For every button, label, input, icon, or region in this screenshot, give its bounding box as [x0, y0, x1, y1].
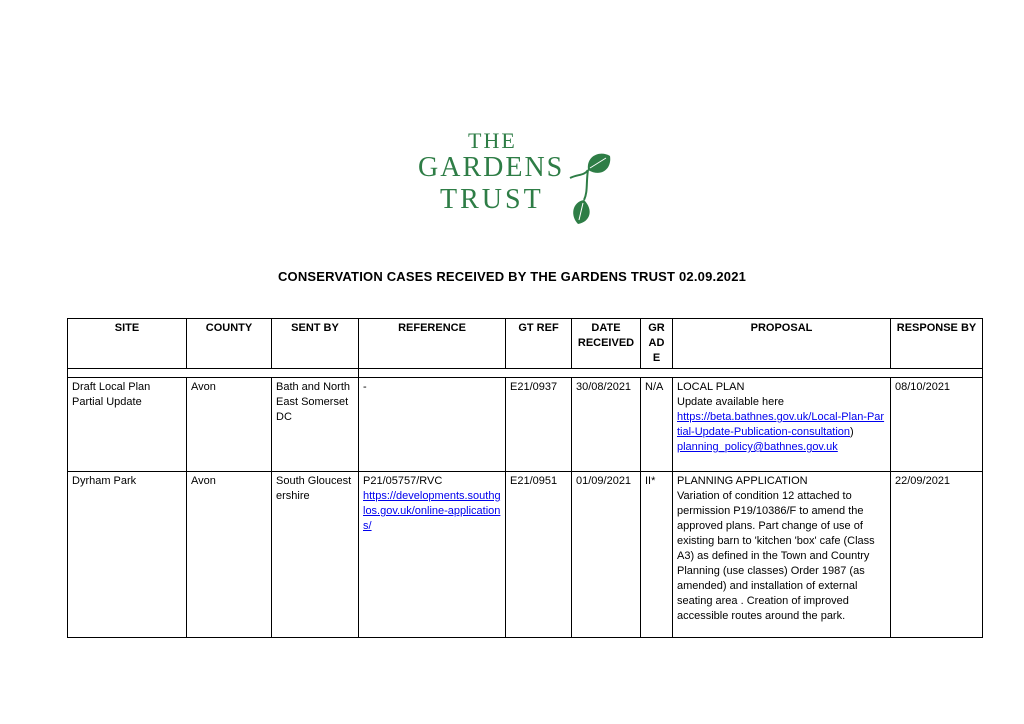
proposal-link[interactable]: https://beta.bathnes.gov.uk/Local-Plan-Partial-Update-Publication-consultation: [677, 411, 885, 438]
proposal-text: Variation of condition 12 attached to permission P19/10386/F to amend the approved plans. Part change of use of existing barn to 'kitchen 'box' cafe (Class A3) as defined in the Town and Country Planning (use classes) Order 1987 (as amended) and installation of external seating area . Creation of improved accessible routes around the park.: [677, 490, 875, 622]
cell-proposal: [673, 378, 891, 472]
cell-grade: II*: [641, 472, 673, 638]
table-row: [68, 472, 983, 638]
cell-proposal: [673, 472, 891, 638]
table-row: [68, 378, 983, 472]
reference-text: P21/05757/RVC: [363, 475, 443, 487]
cell-sent-by: Bath and North East Somerset DC: [272, 378, 359, 472]
cell-date-received: 01/09/2021: [572, 472, 641, 638]
cell-county: Avon: [187, 378, 272, 472]
reference-text: -: [363, 381, 367, 393]
col-response-by: RESPONSE BY: [891, 319, 983, 369]
proposal-title: PLANNING APPLICATION: [677, 475, 808, 487]
document-title: CONSERVATION CASES RECEIVED BY THE GARDENS TRUST 02.09.2021: [277, 269, 747, 284]
col-grade: GRADE: [641, 319, 673, 369]
logo-line-1: THE: [468, 128, 517, 153]
cell-site: Dyrham Park: [68, 472, 187, 638]
proposal-text: Update available here: [677, 396, 785, 408]
col-sent-by: SENT BY: [272, 319, 359, 369]
proposal-title: LOCAL PLAN: [677, 381, 745, 393]
table-header-row: [68, 319, 983, 369]
cell-site: Draft Local Plan Partial Update: [68, 378, 187, 472]
proposal-email-link[interactable]: planning_policy@bathnes.gov.uk: [677, 441, 838, 453]
cell-reference: [359, 472, 506, 638]
cell-sent-by: South Gloucestershire: [272, 472, 359, 638]
leaf-icon: [568, 148, 618, 228]
cell-gt-ref: E21/0951: [506, 472, 572, 638]
logo-line-3: TRUST: [440, 184, 544, 215]
cell-response-by: 22/09/2021: [891, 472, 983, 638]
reference-link[interactable]: https://developments.southglos.gov.uk/online-applications/: [363, 490, 501, 532]
cell-gt-ref: E21/0937: [506, 378, 572, 472]
cell-response-by: 08/10/2021: [891, 378, 983, 472]
col-county: COUNTY: [187, 319, 272, 369]
cell-reference: [359, 378, 506, 472]
logo-line-2: GARDENS: [418, 152, 565, 183]
col-proposal: PROPOSAL: [673, 319, 891, 369]
cell-grade: N/A: [641, 378, 673, 472]
cases-table: [67, 318, 983, 638]
col-site: SITE: [68, 319, 187, 369]
cell-county: Avon: [187, 472, 272, 638]
spacer-row: [68, 369, 983, 378]
col-gt-ref: GT REF: [506, 319, 572, 369]
cell-date-received: 30/08/2021: [572, 378, 641, 472]
col-reference: REFERENCE: [359, 319, 506, 369]
proposal-after: ): [850, 426, 854, 438]
gardens-trust-logo: [418, 128, 618, 228]
col-date-received: DATE RECEIVED: [572, 319, 641, 369]
